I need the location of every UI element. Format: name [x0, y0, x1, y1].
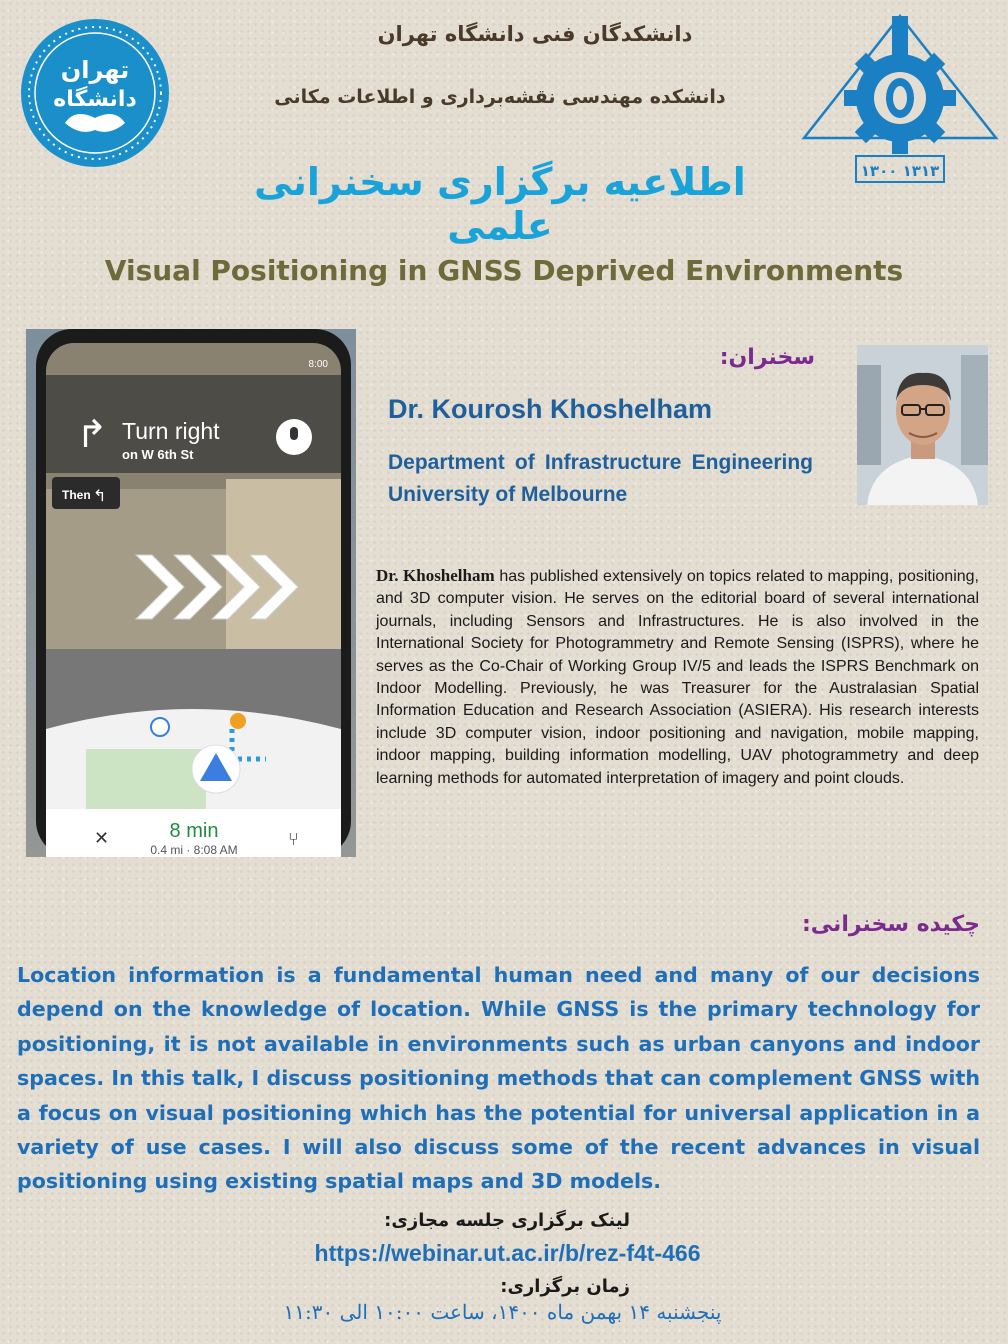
webinar-link-label: لینک برگزاری جلسه مجازی:: [384, 1210, 630, 1231]
department-name: دانشکده مهندسی نقشه‌برداری و اطلاعات مکانی: [274, 86, 726, 108]
turn-label: Turn right: [122, 418, 220, 444]
bio-speaker-name: Dr. Khoshelham: [376, 566, 495, 585]
abstract-label: چکیده سخنرانی:: [802, 912, 980, 937]
univ-logo-text-bottom: دانشگاه: [53, 87, 137, 112]
speaker-affiliation: Department of Infrastructure Engineering University of Melbourne: [388, 451, 813, 506]
univ-logo-text-top: تهران: [60, 56, 130, 84]
webinar-link[interactable]: https://webinar.ut.ac.ir/b/rez-f4t-466: [314, 1240, 701, 1266]
speaker-bio: [376, 565, 979, 790]
faculty-name: دانشکدگان فنی دانشگاه تهران: [377, 22, 693, 46]
bio-text: has published extensively on topics related to mapping, positioning, and 3D computer vision. He serves on the editorial board of several international journals, including Sensors and Infrastructures. He is also involved in the International Society for Photogrammetry and Remote Sensing (ISPRS), where he serves as the Co-Chair of Working Group IV/5 and leads the ISPRS Benchmark on Indoor Modelling. Previously, he was Treasurer for the Australasian Spatial Information Education and Research Association (ASIERA). His research interests include 3D computer vision, indoor positioning and navigation, mobile mapping, indoor mapping, building information modelling, UAV photogrammetry and deep learning methods for automated interpretation of imagery and point clouds.: [376, 568, 979, 787]
university-logo: [20, 18, 170, 168]
turn-right-arrow-icon: ↱: [76, 412, 108, 456]
talk-title: Visual Positioning in GNSS Deprived Environments: [104, 254, 904, 287]
eta-minutes: 8 min: [169, 820, 219, 842]
announcement-title: اطلاعیه برگزاری سخنرانی علمی: [254, 160, 746, 248]
faculty-logo: [800, 10, 1000, 190]
time-label: زمان برگزاری:: [500, 1276, 630, 1297]
close-icon: ✕: [94, 828, 110, 849]
microphone-icon: [290, 427, 298, 440]
street-label: on W 6th St: [122, 447, 194, 462]
time-value: پنجشنبه ۱۴ بهمن ماه ۱۴۰۰، ساعت ۱۰:۰۰ الی ۱۱:۳۰: [283, 1300, 722, 1324]
turn-left-arrow-icon: ↰: [93, 486, 107, 505]
eta-detail: 0.4 mi · 8:08 AM: [150, 843, 238, 857]
route-options-icon: ⑂: [288, 829, 299, 850]
speaker-photo: [857, 345, 988, 505]
phone-navigation-photo: [26, 329, 356, 857]
abstract-text: Location information is a fundamental human need and many of our decisions depend on the knowledge of location. While GNSS is the primary technology for positioning, it is not available in environments such as urban canyons and indoor spaces. In this talk, I discuss positioning methods that can complement GNSS with a focus on visual positioning which has the potential for universal application in a variety of use cases. I will also discuss some of the recent advances in visual positioning using existing spatial maps and 3D models.: [17, 963, 980, 1194]
then-label: Then: [62, 488, 91, 502]
phone-status-time: 8:00: [308, 359, 328, 370]
speaker-label: سخنران:: [719, 345, 815, 370]
speaker-name: Dr. Kourosh Khoshelham: [388, 394, 713, 424]
fac-logo-years: ۱۳۰۰ ۱۳۱۳: [860, 162, 940, 180]
